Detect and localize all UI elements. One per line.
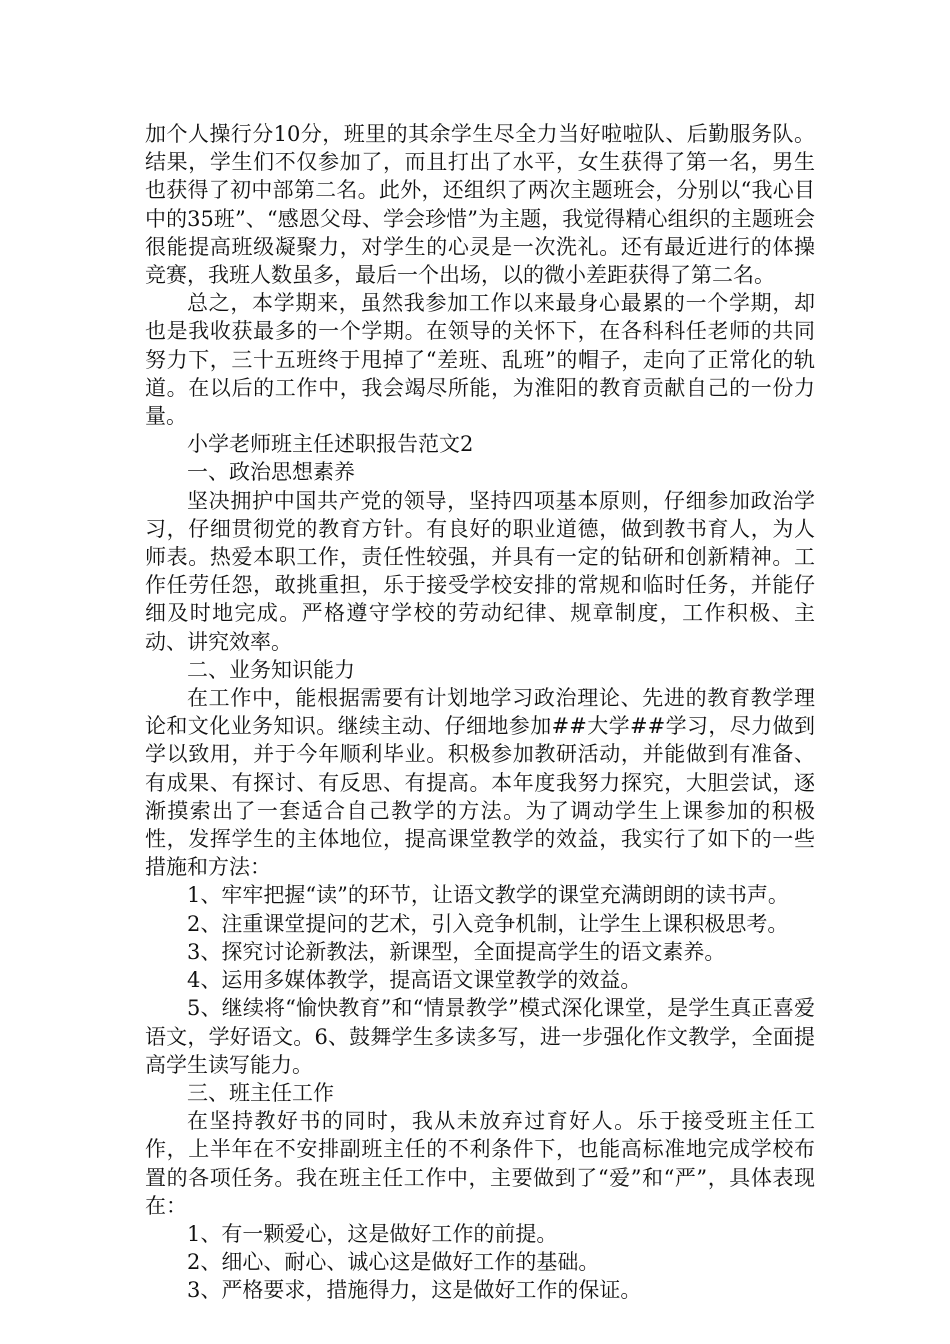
heading-political-quality: 一、政治思想素养 xyxy=(187,460,355,485)
paragraph-professional-ability: 在工作中，能根据需要有计划地学习政治理论、先进的教育教学理论和文化业务知识。继续主动、仔细地参加##大学##学习，尽力做到学以致用，并于今年顺利毕业。积极参加教研活动，并能做到有准备、有成果、有探讨、有反思、有提高。本年度我努力探究，大胆尝试，逐渐摸索出了一套适合自己教学的方法。为了调动学生上课参加的积极性，发挥学生的主体地位，提高课堂教学的效益，我实行了如下的一些措施和方法： xyxy=(145,686,815,880)
list-item-strict: 3、严格要求，措施得力，这是做好工作的保证。 xyxy=(187,1278,642,1303)
paragraph-continuation: 加个人操行分10分，班里的其余学生尽全力当好啦啦队、后勤服务队。结果，学生们不仅参加了，而且打出了水平，女生获得了第一名，男生也获得了初中部第二名。此外，还组织了两次主题班会，分别以“我心目中的35班”、“感恩父母、学会珍惜”为主题，我觉得精心组织的主题班会很能提高班级凝聚力，对学生的心灵是一次洗礼。还有最近进行的体操竞赛，我班人数虽多，最后一个出场，以的微小差距获得了第二名。 xyxy=(145,122,815,288)
list-item-love: 1、有一颗爱心，这是做好工作的前提。 xyxy=(187,1221,558,1246)
list-item-4: 4、运用多媒体教学，提高语文课堂教学的效益。 xyxy=(187,968,642,993)
list-item-patience: 2、细心、耐心、诚心这是做好工作的基础。 xyxy=(187,1250,600,1275)
list-item-1: 1、牢牢把握“读”的环节，让语文教学的课堂充满朗朗的读书声。 xyxy=(187,883,789,908)
heading-professional-ability: 二、业务知识能力 xyxy=(187,657,355,682)
list-item-2: 2、注重课堂提问的艺术，引入竞争机制，让学生上课积极思考。 xyxy=(187,911,789,936)
list-item-3: 3、探究讨论新教法，新课型，全面提高学生的语文素养。 xyxy=(187,939,726,964)
list-item-5-6: 5、继续将“愉快教育”和“情景教学”模式深化课堂，是学生真正喜爱语文，学好语文。6、鼓舞学生多读多写，进一步强化作文教学，全面提高学生读写能力。 xyxy=(145,996,815,1077)
section-title: 小学老师班主任述职报告范文2 xyxy=(187,432,474,457)
document-page xyxy=(145,120,815,1305)
paragraph-head-teacher-work: 在坚持教好书的同时，我从未放弃过育好人。乐于接受班主任工作，上半年在不安排副班主任的不利条件下，也能高标准地完成学校布置的各项任务。我在班主任工作中，主要做到了“爱”和“严”，具体表现在： xyxy=(145,1109,815,1218)
paragraph-political-quality: 坚决拥护中国共产党的领导，坚持四项基本原则，仔细参加政治学习，仔细贯彻党的教育方针。有良好的职业道德，做到教书育人，为人师表。热爱本职工作，责任性较强，并具有一定的钻研和创新精神。工作任劳任怨，敢挑重担，乐于接受学校安排的常规和临时任务，并能仔细及时地完成。严格遵守学校的劳动纪律、规章制度，工作积极、主动、讲究效率。 xyxy=(145,488,815,654)
heading-head-teacher-work: 三、班主任工作 xyxy=(187,1080,334,1105)
paragraph-summary: 总之，本学期来，虽然我参加工作以来最身心最累的一个学期，却也是我收获最多的一个学期。在领导的关怀下，在各科科任老师的共同努力下，三十五班终于甩掉了“差班、乱班”的帽子，走向了正常化的轨道。在以后的工作中，我会竭尽所能，为淮阳的教育贡献自己的一份力量。 xyxy=(145,291,815,429)
